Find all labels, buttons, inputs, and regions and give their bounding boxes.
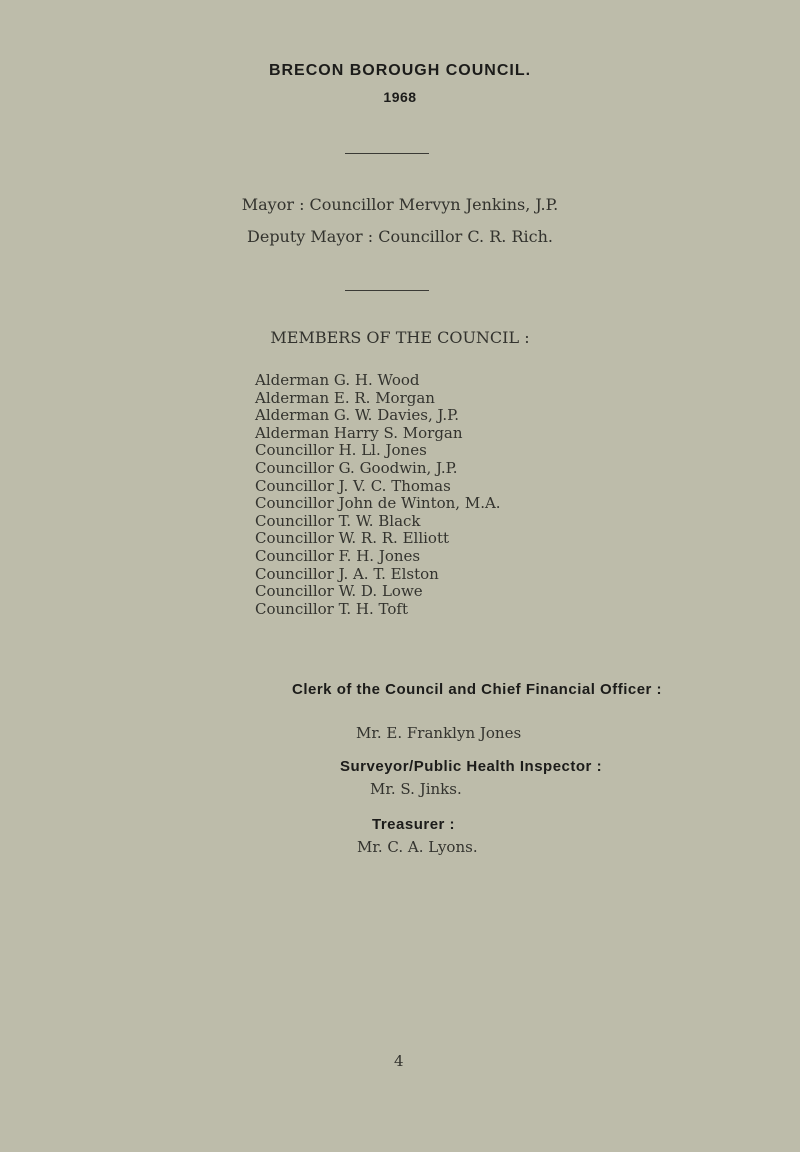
treasurer-name: Mr. C. A. Lyons. [357, 838, 478, 856]
clerk-title: Clerk of the Council and Chief Financial Officer : [292, 681, 663, 698]
deputy-mayor-line: Deputy Mayor : Councillor C. R. Rich. [247, 227, 553, 246]
treasurer-title: Treasurer : [372, 816, 456, 833]
surveyor-name: Mr. S. Jinks. [370, 780, 462, 798]
list-item: Councillor F. H. Jones [255, 546, 421, 565]
members-heading: MEMBERS OF THE COUNCIL : [270, 328, 530, 347]
divider [345, 153, 429, 154]
document-year: 1968 [383, 89, 417, 105]
page-number: 4 [394, 1052, 404, 1070]
list-item: Councillor John de Winton, M.A. [255, 494, 501, 513]
list-item: Alderman G. H. Wood [255, 371, 420, 389]
members-list [255, 372, 501, 618]
list-item: Alderman G. W. Davies, J.P. [255, 406, 459, 425]
list-item: Councillor W. R. R. Elliott [255, 529, 450, 548]
list-item: Alderman Harry S. Morgan [255, 423, 463, 442]
list-item: Councillor T. H. Toft [255, 599, 408, 618]
clerk-name: Mr. E. Franklyn Jones [356, 724, 522, 742]
list-item: Councillor G. Goodwin, J.P. [255, 458, 458, 477]
list-item: Alderman E. R. Morgan [255, 388, 435, 407]
list-item: Councillor J. A. T. Elston [255, 564, 439, 583]
divider [345, 290, 429, 291]
surveyor-title: Surveyor/Public Health Inspector : [340, 758, 603, 775]
list-item: Councillor T. W. Black [255, 511, 421, 530]
list-item: Councillor H. Ll. Jones [255, 441, 427, 460]
mayor-line: Mayor : Councillor Mervyn Jenkins, J.P. [241, 195, 559, 214]
document-title: BRECON BOROUGH COUNCIL. [268, 62, 532, 79]
list-item: Councillor J. V. C. Thomas [255, 476, 451, 495]
list-item: Councillor W. D. Lowe [255, 582, 423, 601]
